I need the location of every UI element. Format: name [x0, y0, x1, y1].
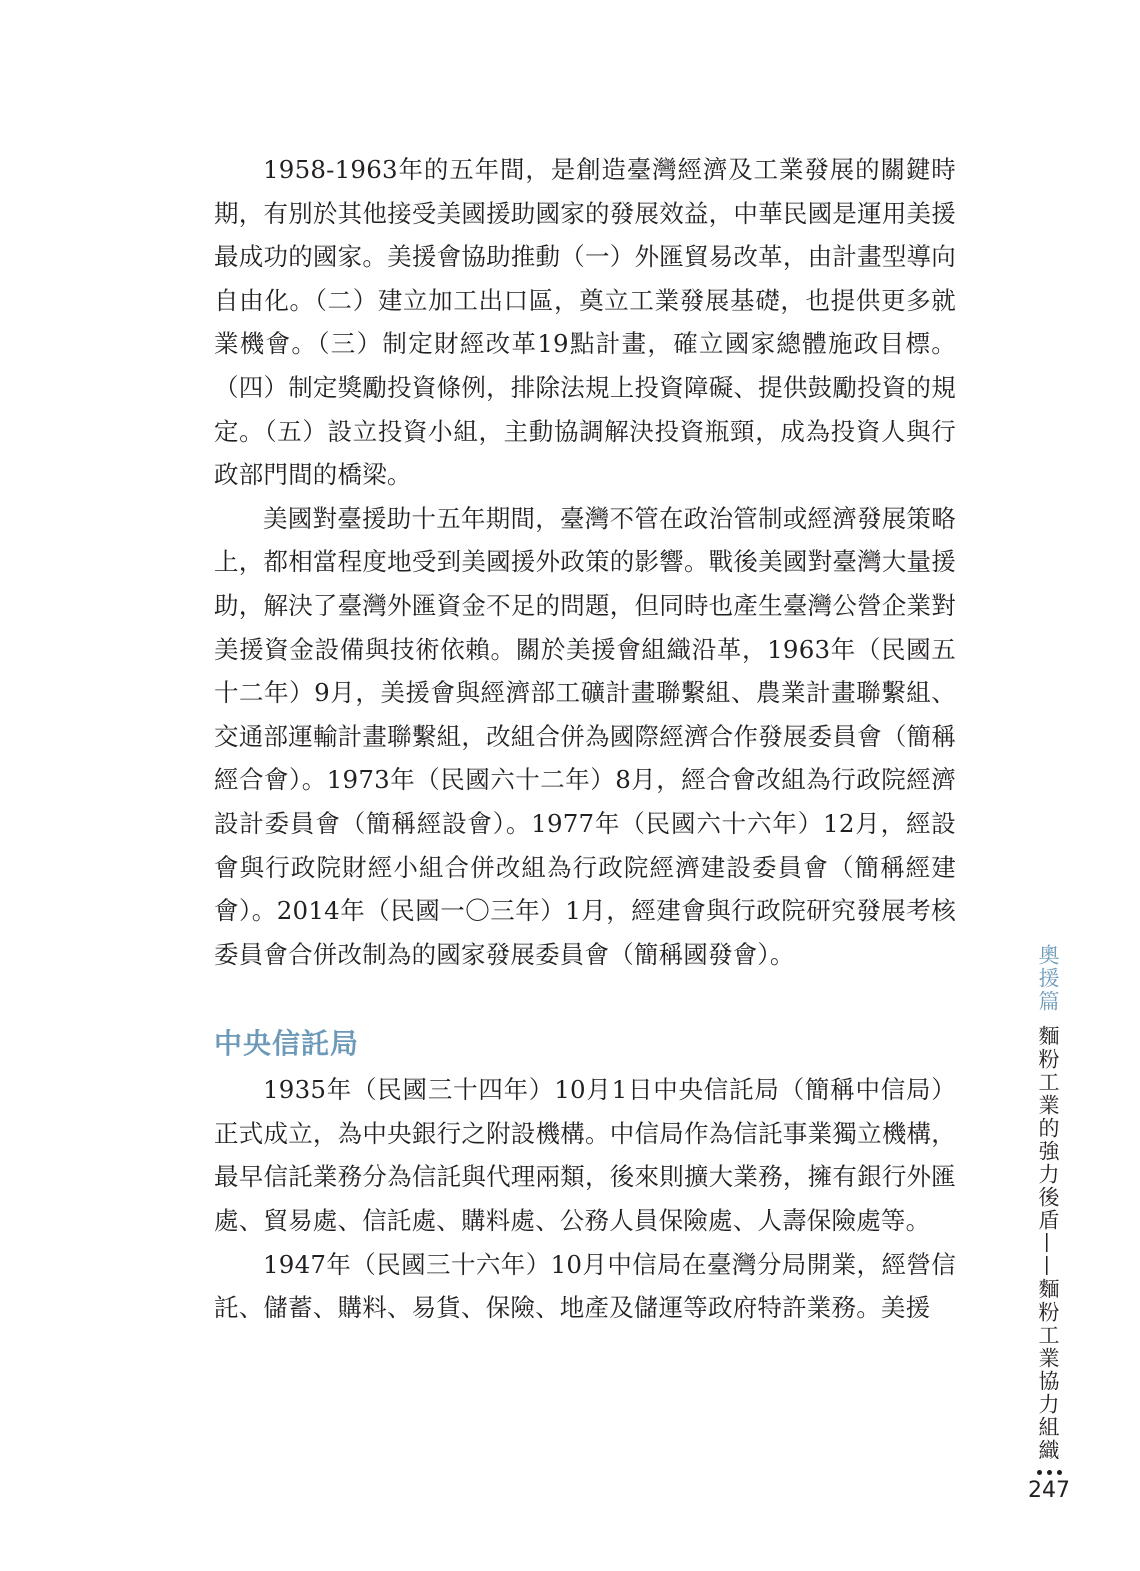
section-heading: 中央信託局: [214, 1027, 360, 1061]
paragraph-3: 1935年（民國三十四年）10月1日中央信託局（簡稱中信局）正式成立，為中央銀行之附設機構。中信局作為信託事業獨立機構，最早信託業務分為信託與代理兩類，後來則擴大業務，擁有銀行外匯處、貿易處、信託處、購料處、公務人員保險處、人壽保險處等。: [214, 1075, 956, 1236]
dot: [1057, 1470, 1062, 1475]
paragraph-1: 1958-1963年的五年間，是創造臺灣經濟及工業發展的關鍵時期，有別於其他接受美國援助國家的發展效益，中華民國是運用美援最成功的國家。美援會協助推動（一）外匯貿易改革，由計畫型導向自由化。（二）建立加工出口區，奠立工業發展基礎，也提供更多就業機會。（三）制定財經改革19點計畫，確立國家總體施政目標。（四）制定獎勵投資條例，排除法規上投資障礙、提供鼓勵投資的規定。（五）設立投資小組，主動協調解決投資瓶頸，成為投資人與行政部門間的橋梁。: [214, 155, 956, 490]
running-head: [1033, 944, 1063, 1462]
ellipsis-dots-icon: [1024, 1470, 1074, 1478]
running-head-title: 麵粉工業的強力後盾——麵粉工業協力組織: [1036, 1025, 1060, 1462]
page-number: 247: [1028, 1478, 1070, 1503]
paragraph-2: 美國對臺援助十五年期間，臺灣不管在政治管制或經濟發展策略上，都相當程度地受到美國援外政策的影響。戰後美國對臺灣大量援助，解決了臺灣外匯資金不足的問題，但同時也產生臺灣公營企業對美援資金設備與技術依賴。關於美援會組織沿革，1963年（民國五十二年）9月，美援會與經濟部工礦計畫聯繫組、農業計畫聯繫組、交通部運輸計畫聯繫組，改組合併為國際經濟合作發展委員會（簡稱經合會）。1973年（民國六十二年）8月，經合會改組為行政院經濟設計委員會（簡稱經設會）。1977年（民國六十六年）12月，經設會與行政院財經小組合併改組為行政院經濟建設委員會（簡稱經建會）。2014年（民國一〇三年）1月，經建會與行政院研究發展考核委員會合併改制為的國家發展委員會（簡稱國發會）。: [214, 503, 956, 969]
dot: [1037, 1470, 1042, 1475]
main-text-block: [214, 148, 956, 1330]
running-head-section: 奧援篇: [1036, 944, 1060, 1013]
dot: [1047, 1470, 1052, 1475]
page-number-area: [1024, 1470, 1074, 1504]
paragraph-4: 1947年（民國三十六年）10月中信局在臺灣分局開業，經營信託、儲蓄、購料、易貨、保險、地產及儲運等政府特許業務。美援: [214, 1249, 956, 1323]
